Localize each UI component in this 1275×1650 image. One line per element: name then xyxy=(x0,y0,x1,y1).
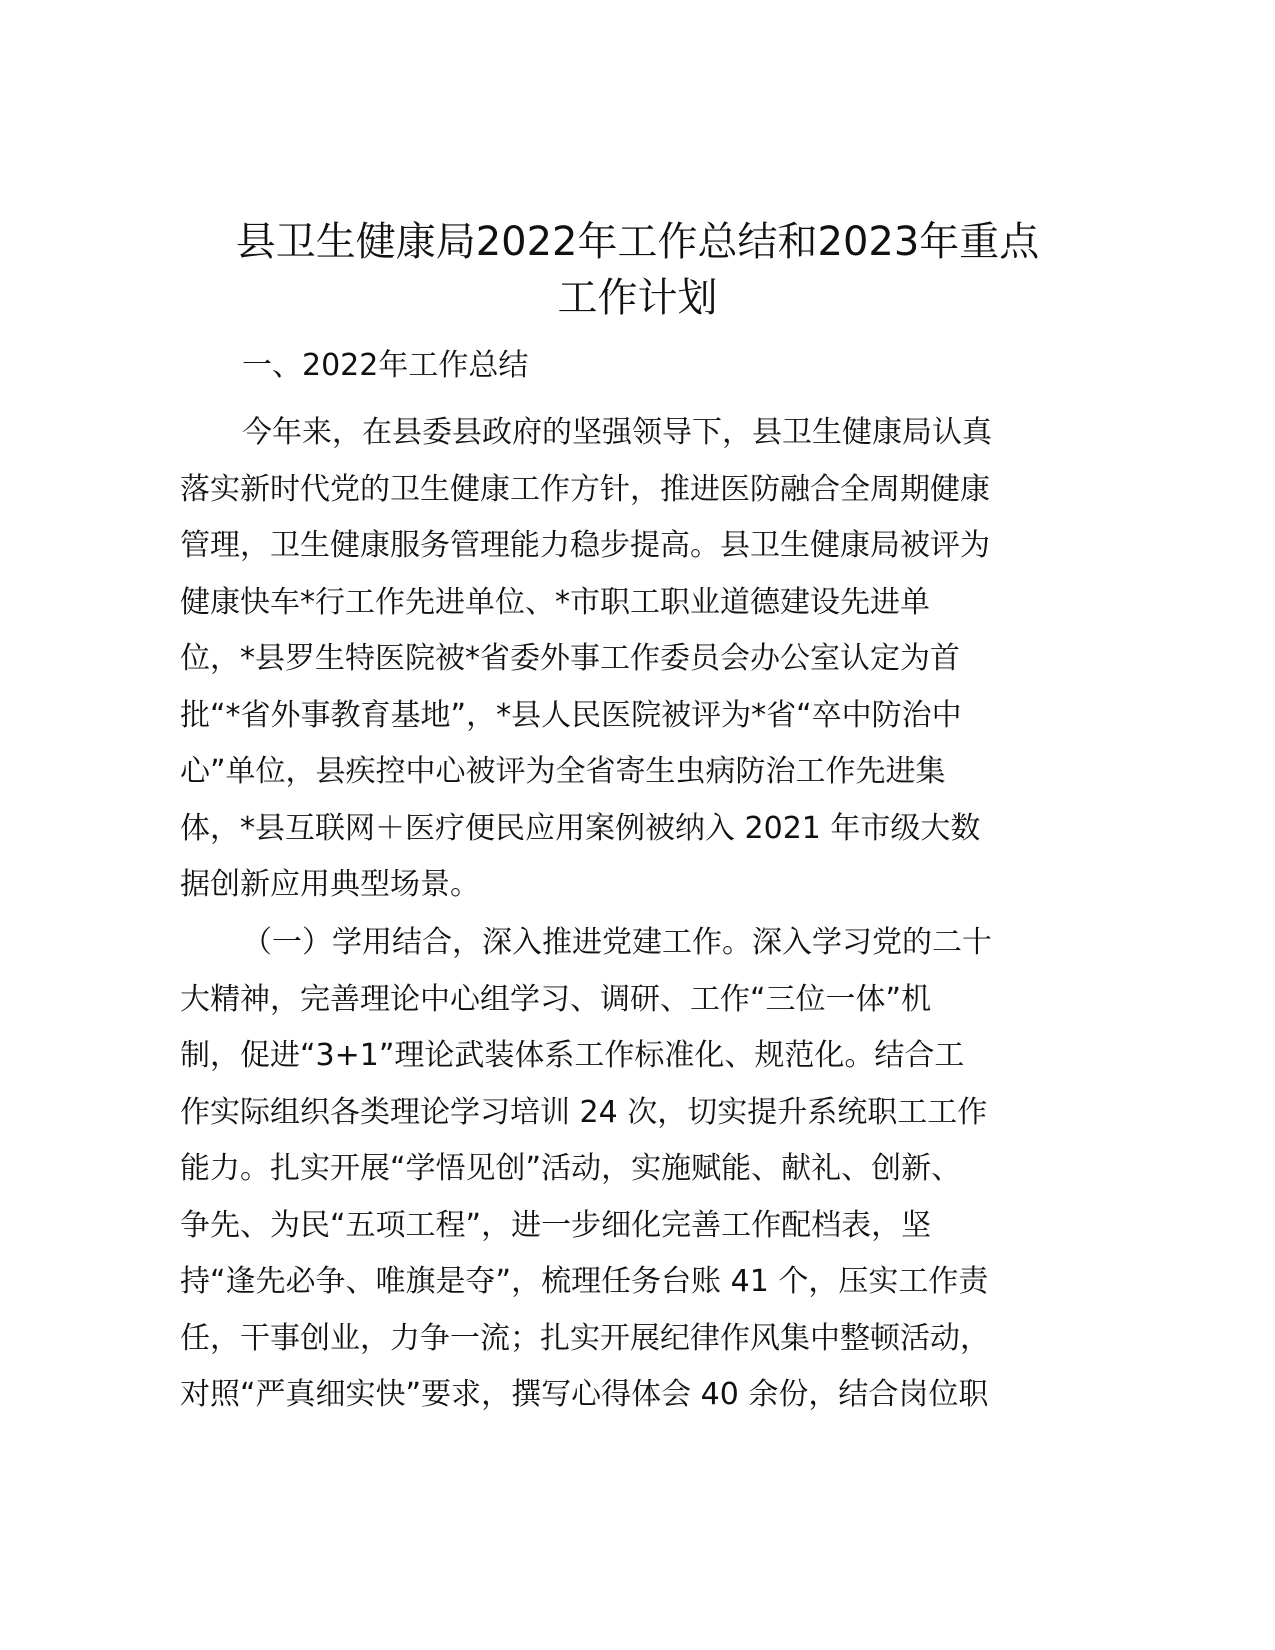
paragraph-line: 持“逢先必争、唯旗是夺”，梳理任务台账 41 个，压实工作责 xyxy=(180,1264,989,1299)
paragraph-line: 落实新时代党的卫生健康工作方针，推进医防融合全周期健康 xyxy=(180,471,990,507)
paragraph-line: 大精神，完善理论中心组学习、调研、工作“三位一体”机 xyxy=(180,981,932,1017)
paragraph-line: 今年来，在县委县政府的坚强领导下，县卫生健康局认真 xyxy=(242,415,992,450)
paragraph-line: 能力。扎实开展“学悟见创”活动，实施赋能、献礼、创新、 xyxy=(180,1151,962,1186)
paragraph-line: 任，干事创业，力争一流；扎实开展纪律作风集中整顿活动， xyxy=(180,1320,990,1356)
paragraph-party-building xyxy=(180,915,1040,1424)
document-title-line-1: 县卫生健康局2022年工作总结和2023年重点 xyxy=(235,219,1040,265)
paragraph-line: 对照“严真细实快”要求，撰写心得体会 40 余份，结合岗位职 xyxy=(180,1377,989,1412)
document-title-line-2: 工作计划 xyxy=(557,275,718,321)
paragraph-line: 体，*县互联网＋医疗便民应用案例被纳入 2021 年市级大数 xyxy=(180,810,981,846)
paragraph-line: 据创新应用典型场景。 xyxy=(180,867,480,902)
paragraph-line: 管理，卫生健康服务管理能力稳步提高。县卫生健康局被评为 xyxy=(180,528,990,563)
paragraph-line: 作实际组织各类理论学习培训 24 次，切实提升系统职工工作 xyxy=(180,1094,988,1130)
paragraph-line: 心”单位，县疾控中心被评为全省寄生虫病防治工作先进集 xyxy=(180,754,946,789)
paragraph-line: 健康快车*行工作先进单位、*市职工职业道德建设先进单 xyxy=(180,584,930,620)
paragraph-summary xyxy=(180,405,1040,914)
paragraph-line: 批“*省外事教育基地”，*县人民医院被评为*省“卒中防治中 xyxy=(180,697,962,733)
paragraph-line: （一）学用结合，深入推进党建工作。深入学习党的二十 xyxy=(242,925,992,960)
paragraph-line: 争先、为民“五项工程”，进一步细化完善工作配档表，坚 xyxy=(180,1207,932,1243)
section-heading: 一、2022年工作总结 xyxy=(242,348,529,383)
paragraph-line: 制，促进“3+1”理论武装体系工作标准化、规范化。结合工 xyxy=(180,1038,965,1073)
paragraph-line: 位，*县罗生特医院被*省委外事工作委员会办公室认定为首 xyxy=(180,641,960,676)
